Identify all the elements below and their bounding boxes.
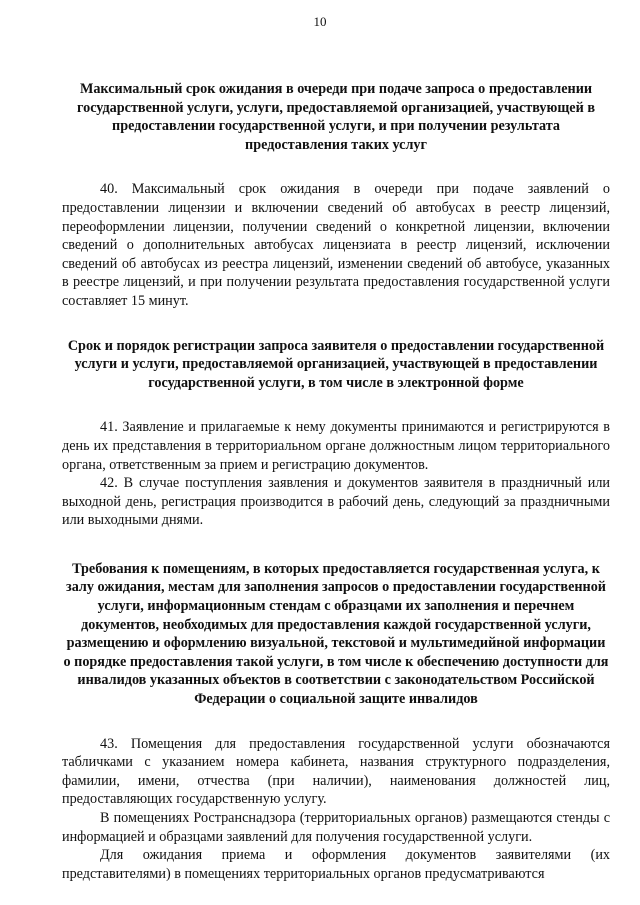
section-heading-premises: Требования к помещениям, в которых предоставляется государственная услуга, к залу ожидания, местам для заполнения запросов о предоставлении государственной услуги, информационным стендам с образцами их заполнения и перечнем документов, необходимых для предоставления каждой государственной услуги, размещению и оформлению визуальной, текстовой и мультимедийной информации о порядке предоставления такой услуги, в том числе к обеспечению доступности для инвалидов указанных объектов в соответствии с законодательством Российской Федерации о социальной защите инвалидов (63, 560, 609, 708)
page-number: 10 (313, 14, 327, 29)
section-heading-waiting-time: Максимальный срок ожидания в очереди при подаче запроса о предоставлении государственной услуги, услуги, предоставляемой организацией, участвующей в предоставлении государственной услуги, и при получении результата предоставления таких услуг (77, 81, 595, 153)
section-heading-registration: Срок и порядок регистрации запроса заявителя о предоставлении государственной услуги и услуги, предоставляемой организацией, участвующей в предоставлении государственной услуги, в том числе в электронной форме (67, 337, 605, 391)
paragraph-41: 41. Заявление и прилагаемые к нему документы принимаются и регистрируются в день их представления в территориальном органе должностным лицом территориального органа, ответственным за прием и регистрацию документов. (62, 419, 610, 473)
paragraph-40: 40. Максимальный срок ожидания в очереди при подаче заявлений о предоставлении лицензии и включении сведений об автобусах в реестр лицензий, переоформлении лицензии, получении сведений о конкретной лицензии, включении сведений о дополнительных автобусах лицензиата в реестр лицензий, исключении сведений об автобусах из реестра лицензий, изменении сведений об автобусе, указанных в реестре лицензий, и при получении результата предоставления государственной услуги составляет 15 минут. (62, 181, 610, 309)
paragraph-43-stands: В помещениях Ространснадзора (территориальных органов) размещаются стенды с информацией и образцами заявлений для получения государственной услуги. (62, 810, 610, 845)
paragraph-42: 42. В случае поступления заявления и документов заявителя в праздничный или выходной день, регистрация производится в рабочий день, следующий за праздничными или выходными днями. (62, 475, 610, 529)
document-body (62, 62, 610, 883)
paragraph-43: 43. Помещения для предоставления государственной услуги обозначаются табличками с указанием номера кабинета, названия структурного подразделения, фамилии, имени, отчества (при наличии), наименования должностей лиц, предоставляющих государственную услугу. (62, 735, 610, 808)
paragraph-43-waiting: Для ожидания приема и оформления документов заявителями (их представителями) в помещениях территориальных органов предусматриваются (62, 847, 610, 882)
